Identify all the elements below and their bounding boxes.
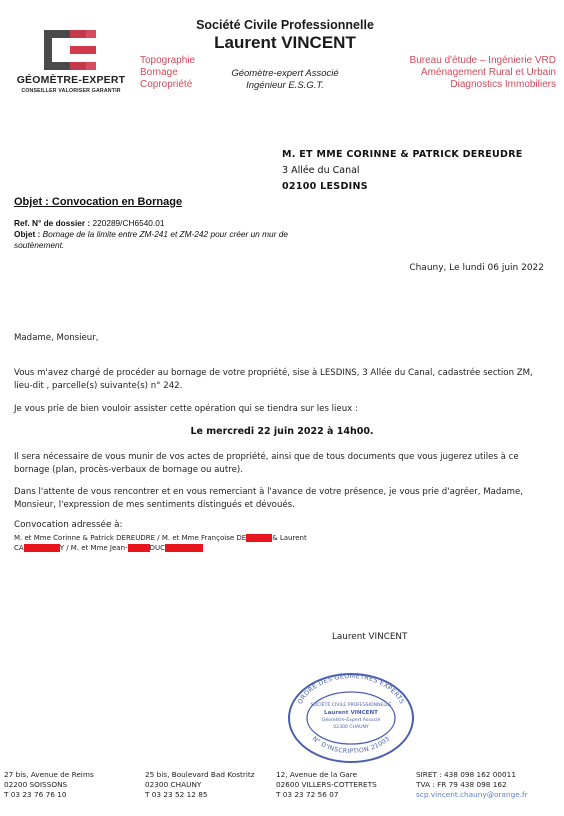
stamp-line-1: SOCIÉTÉ CIVILE PROFESSIONNELLE (310, 703, 392, 708)
redaction-bar (24, 544, 60, 552)
service-item: Bornage (140, 67, 178, 78)
ref-label: Ref. N° de dossier : (14, 218, 91, 228)
convocation-text: M. et Mme Corinne & Patrick DEREUDRE / M. et Mme Françoise DE (14, 534, 247, 542)
recipient-city: 02100 LESDINS (282, 181, 368, 192)
footer-line: 27 bis, Avenue de Reims (4, 770, 94, 779)
objet-value: Bornage de la limite entre ZM-241 et ZM-242 pour créer un mur de soutènement. (14, 229, 288, 250)
footer-legal (416, 770, 528, 800)
email-link[interactable]: scp.vincent.chauny@orange.fr (416, 790, 528, 799)
salutation: Madame, Monsieur, (14, 333, 99, 343)
company-name: Laurent VINCENT (214, 33, 356, 52)
siret: SIRET : 438 098 162 00011 (416, 770, 516, 779)
convocation-text: Y / M. et Mme Jean- (59, 544, 128, 552)
convocation-text: & Laurent (272, 534, 307, 542)
ref-value: 220289/CH6540.01 (92, 218, 165, 228)
subject-title: Objet : Convocation en Bornage (14, 196, 183, 208)
paragraph-2: Je vous prie de bien vouloir assister cette opération qui se tiendra sur les lieux : (14, 404, 358, 414)
recipient-name: M. ET MME CORINNE & PATRICK DEREUDRE (282, 149, 523, 160)
footer-line: T 03 23 52 12 85 (145, 790, 208, 799)
recipient-street: 3 Allée du Canal (282, 165, 360, 176)
convocation-title: Convocation adressée à: (14, 520, 123, 530)
footer-line: 12, Avenue de la Gare (276, 770, 358, 779)
stamp-ring-bottom: N° D'INSCRIPTION 21003 (310, 735, 392, 756)
stamp-line-4: 02300 CHAUNY (333, 725, 369, 730)
official-stamp (284, 668, 418, 764)
title-line-1: Géomètre-expert Associé (231, 68, 339, 79)
reference-block (14, 218, 294, 251)
footer-line: 25 bis, Boulevard Bad Kostritz (145, 770, 255, 779)
geometre-expert-logo (40, 28, 100, 72)
professional-title (200, 68, 370, 92)
footer-line: 02600 VILLERS-COTTERETS (276, 780, 377, 789)
paragraph-4: Dans l'attente de vous rencontrer et en vous remerciant à l'avance de votre présence, je vous prie d'agréer, Madame, Monsieur, l'expression de mes sentiments distingués et dévoués. (14, 487, 524, 510)
svg-text:ORDRE DES GÉOMÈTRES EXPERTS (296, 671, 406, 705)
logo-main-text: GÉOMÈTRE-EXPERT (16, 74, 126, 86)
recipient-address (282, 147, 523, 195)
service-item: Topographie (140, 55, 196, 66)
footer-line: T 03 23 76 76 10 (4, 790, 67, 799)
convocation-text: CA (14, 544, 24, 552)
letter-date: Chauny, Le lundi 06 juin 2022 (409, 263, 544, 273)
stamp-seal-icon (284, 668, 418, 764)
footer-line: 02200 SOISSONS (4, 780, 68, 789)
stamp-line-2: Laurent VINCENT (324, 710, 378, 716)
convocation-line-2 (14, 543, 534, 553)
footer-chauny (145, 770, 255, 800)
appointment-date: Le mercredi 22 juin 2022 à 14h00. (190, 426, 374, 437)
footer-soissons (4, 770, 94, 800)
redaction-bar (246, 534, 272, 542)
logo-mark-icon (40, 28, 100, 72)
convocation-line-1 (14, 533, 534, 543)
stamp-line-3: Géomètre-Expert Associé (321, 718, 381, 723)
convocation-list (14, 533, 534, 553)
service-item: Aménagement Rural et Urbain (420, 67, 556, 78)
stamp-ring-top: ORDRE DES GÉOMÈTRES EXPERTS (295, 671, 407, 706)
service-item: Bureau d'étude – Ingénierie VRD (409, 55, 556, 66)
footer-line: T 03 23 72 56 07 (276, 790, 339, 799)
company-type: Société Civile Professionnelle (196, 18, 374, 32)
services-left (140, 55, 195, 91)
redaction-bar (165, 544, 203, 552)
company-header (150, 18, 420, 53)
logo-text (14, 74, 128, 94)
logo-tagline: CONSEILLER VALORISER GARANTIR (21, 88, 121, 94)
paragraph-3: Il sera nécessaire de vous munir de vos actes de propriété, ainsi que de tous documents que vous jugerez utiles à ce bornage (plan, procès-verbaux de bornage ou autre). (14, 452, 519, 475)
footer-line: 02300 CHAUNY (145, 780, 202, 789)
objet-label: Objet : (14, 229, 41, 239)
convocation-text: DUC (149, 544, 165, 552)
service-item: Diagnostics Immobiliers (450, 79, 556, 90)
service-item: Copropriété (140, 79, 193, 90)
services-right (410, 55, 556, 91)
tva-number: TVA : FR 79 438 098 162 (416, 780, 507, 789)
paragraph-1: Vous m'avez chargé de procéder au bornage de votre propriété, sise à LESDINS, 3 Allée du Canal, cadastrée section ZM, lieu-dit , parcelle(s) suivante(s) n° 242. (14, 368, 533, 391)
signature-name: Laurent VINCENT (332, 632, 408, 642)
redaction-bar (128, 544, 150, 552)
title-line-2: Ingénieur E.S.G.T. (246, 80, 324, 91)
footer-villers (276, 770, 377, 800)
